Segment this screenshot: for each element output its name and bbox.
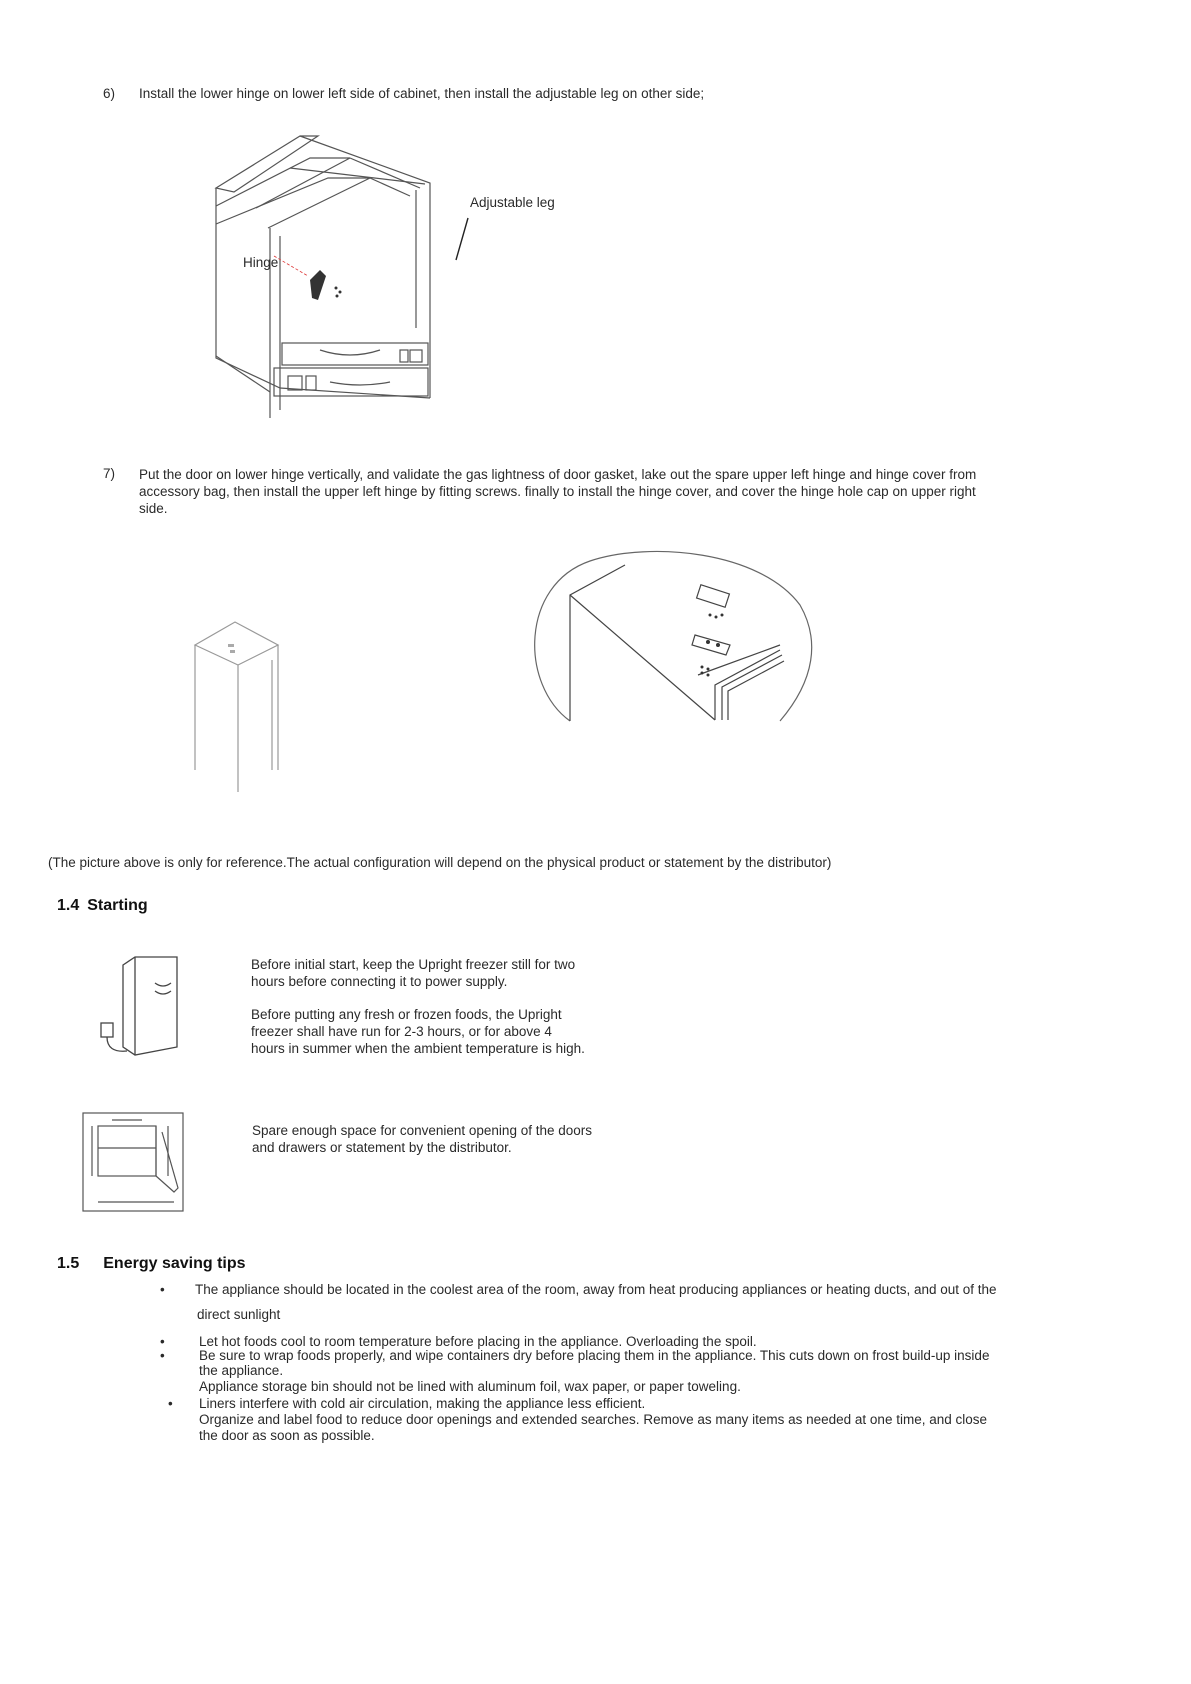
hinge-detail-diagram bbox=[530, 545, 820, 725]
bullet-icon: • bbox=[160, 1282, 165, 1297]
tip-line: Let hot foods cool to room temperature before placing in the appliance. Overloading the spoil. bbox=[199, 1334, 757, 1349]
cabinet-hinge-diagram bbox=[210, 128, 590, 418]
step-6-text: Install the lower hinge on lower left side of cabinet, then install the adjustable leg on other side; bbox=[139, 86, 705, 101]
step-7-line: side. bbox=[139, 501, 168, 516]
starting-line: hours before connecting it to power supply. bbox=[251, 974, 508, 989]
reference-note: (The picture above is only for reference.The actual configuration will depend on the physical product or statement by the distributor) bbox=[48, 855, 832, 870]
section-1-5-number: 1.5 bbox=[57, 1255, 80, 1272]
section-1-4-title: Starting bbox=[87, 897, 148, 914]
tip-line: Be sure to wrap foods properly, and wipe containers dry before placing them in the appliance. This cuts down on frost build-up inside bbox=[199, 1348, 990, 1363]
starting-block-2 bbox=[251, 1006, 585, 1057]
section-1-4-number: 1.4 bbox=[57, 897, 80, 914]
section-1-4-heading bbox=[57, 897, 148, 915]
starting-block-3 bbox=[252, 1122, 592, 1156]
step-7-text bbox=[139, 466, 976, 517]
tip-line: Appliance storage bin should not be lined with aluminum foil, wax paper, or paper toweling. bbox=[199, 1379, 741, 1394]
step-7-line: accessory bag, then install the upper left hinge by fitting screws. finally to install the hinge cover, and cover the hinge hole cap on upper right bbox=[139, 484, 976, 499]
hinge-label: Hinge bbox=[243, 255, 279, 270]
section-1-5-heading bbox=[57, 1255, 246, 1273]
bullet-icon: • bbox=[168, 1396, 173, 1411]
starting-line: Spare enough space for convenient opening of the doors bbox=[252, 1123, 592, 1138]
section-1-5-title: Energy saving tips bbox=[103, 1255, 246, 1272]
bullet-icon: • bbox=[160, 1348, 165, 1363]
step-7-line: Put the door on lower hinge vertically, and validate the gas lightness of door gasket, lake out the spare upper left hinge and hinge cover from bbox=[139, 467, 977, 482]
tip-line: the appliance. bbox=[199, 1363, 284, 1378]
tip-line: the door as soon as possible. bbox=[199, 1428, 375, 1443]
door-clearance-diagram bbox=[82, 1112, 184, 1212]
step-6-number: 6) bbox=[103, 86, 116, 101]
tip-line: Organize and label food to reduce door openings and extended searches. Remove as many items as needed at one time, and close bbox=[199, 1412, 987, 1427]
freezer-plug-icon bbox=[95, 955, 185, 1060]
starting-block-1 bbox=[251, 956, 575, 990]
starting-line: and drawers or statement by the distributor. bbox=[252, 1140, 512, 1155]
starting-line: Before putting any fresh or frozen foods, the Upright bbox=[251, 1007, 562, 1022]
adjustable-leg-label: Adjustable leg bbox=[470, 195, 555, 210]
tip-line: Liners interfere with cold air circulation, making the appliance less efficient. bbox=[199, 1396, 646, 1411]
starting-line: hours in summer when the ambient temperature is high. bbox=[251, 1041, 585, 1056]
step-7-number: 7) bbox=[103, 466, 116, 481]
starting-line: freezer shall have run for 2-3 hours, or for above 4 bbox=[251, 1024, 552, 1039]
tip-line: direct sunlight bbox=[197, 1307, 281, 1322]
bullet-icon: • bbox=[160, 1334, 165, 1349]
starting-line: Before initial start, keep the Upright freezer still for two bbox=[251, 957, 576, 972]
tip-line: The appliance should be located in the coolest area of the room, away from heat producing appliances or heating ducts, and out of the bbox=[195, 1282, 997, 1297]
cabinet-top-diagram bbox=[190, 620, 290, 800]
